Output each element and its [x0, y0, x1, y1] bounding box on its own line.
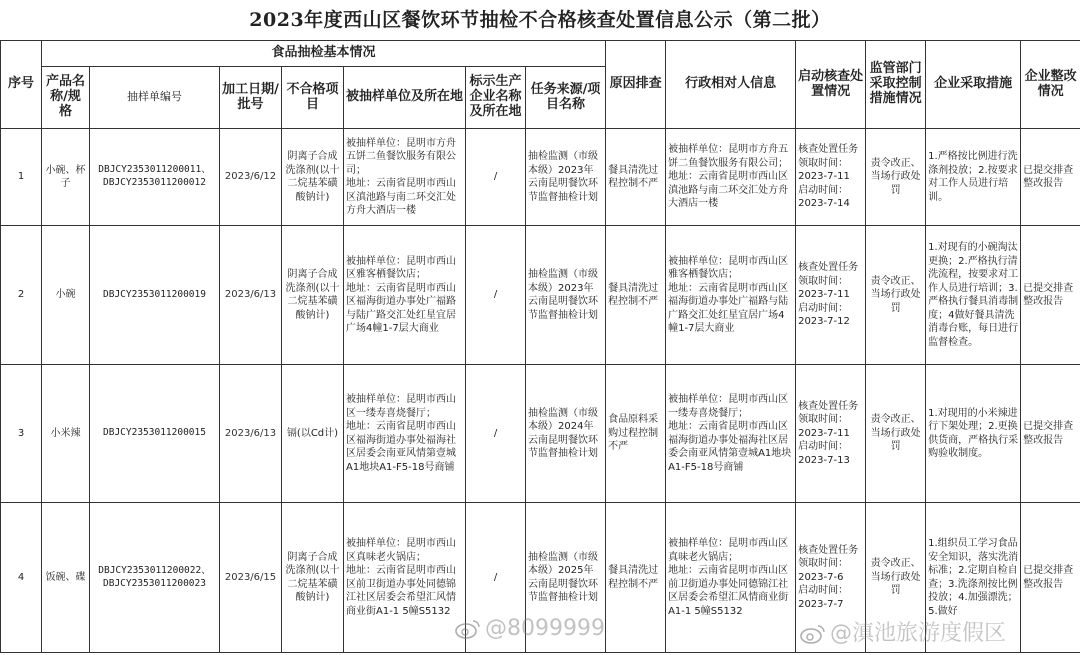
- header-sample-no: 抽样单编号: [90, 67, 220, 129]
- cell-item: 阴离子合成洗涤剂(以十二烷基苯磺酸钠计): [282, 503, 344, 653]
- cell-measures: 责令改正、当场行政处罚: [866, 503, 926, 653]
- header-product: 产品名称/规格: [42, 67, 90, 129]
- cell-counterpart: 被抽样单位：昆明市西山区真味老火锅店； 地址：云南省昆明市西山区前卫街道办事处同德锦江社区居委会希望汇风情商业街A1-1 5幢S5132: [666, 503, 796, 653]
- cell-seq: 4: [1, 503, 42, 653]
- cell-unit: 被抽样单位：昆明市方舟五饼二鱼餐饮服务有限公司； 地址：云南省昆明市西山区滇池路与南二环交汇处方舟大酒店一楼: [344, 129, 466, 226]
- cell-enterprise: 1.对现用的小米辣进行下架处理；2.更换供货商，严格执行采购验收制度。: [926, 365, 1021, 503]
- cell-task: 抽检监测（市级本级）2023年云南昆明餐饮环节监督抽检计划: [526, 129, 606, 226]
- table-row: [1, 129, 1080, 226]
- header-item: 不合格项目: [282, 67, 344, 129]
- cell-start: 核查处置任务领取时间：2023-7-6 启动时间：2023-7-7: [796, 503, 866, 653]
- cell-cause: 餐具清洗过程控制不严: [606, 226, 666, 365]
- cell-producer: /: [466, 129, 526, 226]
- cell-product: 小米辣: [42, 365, 90, 503]
- header-counterpart: 行政相对人信息: [666, 41, 796, 129]
- header-start: 启动核查处置情况: [796, 41, 866, 129]
- cell-product: 饭碗、碟: [42, 503, 90, 653]
- cell-cause: 餐具清洗过程控制不严: [606, 503, 666, 653]
- cell-start: 核查处置任务领取时间：2023-7-11 启动时间：2023-7-13: [796, 365, 866, 503]
- cell-measures: 责令改正、当场行政处罚: [866, 365, 926, 503]
- cell-item: 镉(以Cd计): [282, 365, 344, 503]
- cell-enterprise: 1.对现有的小碗淘汰更换；2.严格执行清洗流程，按要求对工作人员进行培训；3.严格执行餐具消毒制度；4做好餐具清洗消毒台账，每日进行监督检查。: [926, 226, 1021, 365]
- cell-item: 阴离子合成洗涤剂(以十二烷基苯磺酸钠计): [282, 226, 344, 365]
- inspection-table: [0, 40, 1080, 653]
- cell-rectify: 已提交排查整改报告: [1021, 226, 1080, 365]
- header-enterprise: 企业采取措施: [926, 41, 1021, 129]
- header-seq: 序号: [1, 41, 42, 129]
- header-producer: 标示生产企业名称及所在地: [466, 67, 526, 129]
- cell-seq: 2: [1, 226, 42, 365]
- table-row: [1, 226, 1080, 365]
- cell-task: 抽检监测（市级本级）2025年云南昆明餐饮环节监督抽检计划: [526, 503, 606, 653]
- cell-start: 核查处置任务领取时间：2023-7-11 启动时间：2023-7-12: [796, 226, 866, 365]
- cell-product: 小碗: [42, 226, 90, 365]
- cell-cause: 食品原料采购过程控制不严: [606, 365, 666, 503]
- cell-sample-no: DBJCY2353011200011、DBJCY2353011200012: [90, 129, 220, 226]
- cell-sample-no: DBJCY2353011200015: [90, 365, 220, 503]
- cell-seq: 1: [1, 129, 42, 226]
- cell-batch: 2023/6/13: [220, 226, 282, 365]
- cell-rectify: 已提交排查整改报告: [1021, 129, 1080, 226]
- cell-counterpart: 被抽样单位：昆明市西山区雅客栖餐饮店； 地址：云南省昆明市西山区福海街道办事处广福路与陆广路交汇处红星宜居广场4幢1-7层大商业: [666, 226, 796, 365]
- cell-counterpart: 被抽样单位：昆明市西山区一缕寿喜烧餐厅； 地址：云南省昆明市西山区福海街道办事处福海社区居委会南亚风情第壹城A1地块A1-F5-18号商铺: [666, 365, 796, 503]
- cell-batch: 2023/6/12: [220, 129, 282, 226]
- cell-rectify: 已提交排查整改报告: [1021, 365, 1080, 503]
- cell-counterpart: 被抽样单位：昆明市方舟五饼二鱼餐饮服务有限公司； 地址：云南省昆明市西山区滇池路与南二环交汇处方舟大酒店一楼: [666, 129, 796, 226]
- cell-sample-no: DBJCY2353011200019: [90, 226, 220, 365]
- cell-producer: /: [466, 226, 526, 365]
- weibo-logo-icon: [800, 624, 826, 644]
- cell-producer: /: [466, 365, 526, 503]
- cell-enterprise: 1.严格按比例进行洗涤剂投放；2.按要求对工作人员进行培训。: [926, 129, 1021, 226]
- header-group: 食品抽检基本情况: [42, 41, 606, 67]
- header-measures: 监管部门采取控制措施情况: [866, 41, 926, 129]
- cell-unit: 被抽样单位：昆明市西山区雅客栖餐饮店； 地址：云南省昆明市西山区福海街道办事处广福路与陆广路交汇处红星宜居广场4幢1-7层大商业: [344, 226, 466, 365]
- cell-batch: 2023/6/13: [220, 365, 282, 503]
- cell-task: 抽检监测（市级本级）2024年云南昆明餐饮环节监督抽检计划: [526, 365, 606, 503]
- header-cause: 原因排查: [606, 41, 666, 129]
- cell-rectify: 已提交排查整改报告: [1021, 503, 1080, 653]
- cell-measures: 责令改正、当场行政处罚: [866, 129, 926, 226]
- cell-batch: 2023/6/15: [220, 503, 282, 653]
- cell-start: 核查处置任务领取时间：2023-7-11 启动时间：2023-7-14: [796, 129, 866, 226]
- cell-sample-no: DBJCY2353011200022、DBJCY2353011200023: [90, 503, 220, 653]
- cell-enterprise: 1.组织员工学习食品安全知识，落实洗消标准；2.定期自检自查；3.洗涤剂按比例投放；4.加强漂洗；5.做好: [926, 503, 1021, 653]
- watermark-right: @滇池旅游度假区: [800, 616, 1006, 647]
- table-row: [1, 365, 1080, 503]
- cell-producer: /: [466, 503, 526, 653]
- cell-item: 阴离子合成洗涤剂(以十二烷基苯磺酸钠计): [282, 129, 344, 226]
- cell-cause: 餐具清洗过程控制不严: [606, 129, 666, 226]
- header-unit: 被抽样单位及所在地: [344, 67, 466, 129]
- cell-measures: 责令改正、当场行政处罚: [866, 226, 926, 365]
- cell-seq: 3: [1, 365, 42, 503]
- cell-unit: 被抽样单位：昆明市西山区一缕寿喜烧餐厅； 地址：云南省昆明市西山区福海街道办事处福海社区居委会南亚风情第壹城A1地块A1-F5-18号商铺: [344, 365, 466, 503]
- watermark-left: @8099999: [455, 616, 605, 641]
- header-rectify: 企业整改情况: [1021, 41, 1080, 129]
- header-task: 任务来源/项目名称: [526, 67, 606, 129]
- header-batch: 加工日期/批号: [220, 67, 282, 129]
- page-title: 2023年度西山区餐饮环节抽检不合格核查处置信息公示（第二批）: [249, 9, 831, 31]
- weibo-logo-icon: [455, 619, 481, 639]
- cell-product: 小碗、杯子: [42, 129, 90, 226]
- cell-unit: 被抽样单位：昆明市西山区真味老火锅店； 地址：云南省昆明市西山区前卫街道办事处同德锦江社区居委会希望汇风情商业街A1-1 5幢S5132: [344, 503, 466, 653]
- cell-task: 抽检监测（市级本级）2023年云南昆明餐饮环节监督抽检计划: [526, 226, 606, 365]
